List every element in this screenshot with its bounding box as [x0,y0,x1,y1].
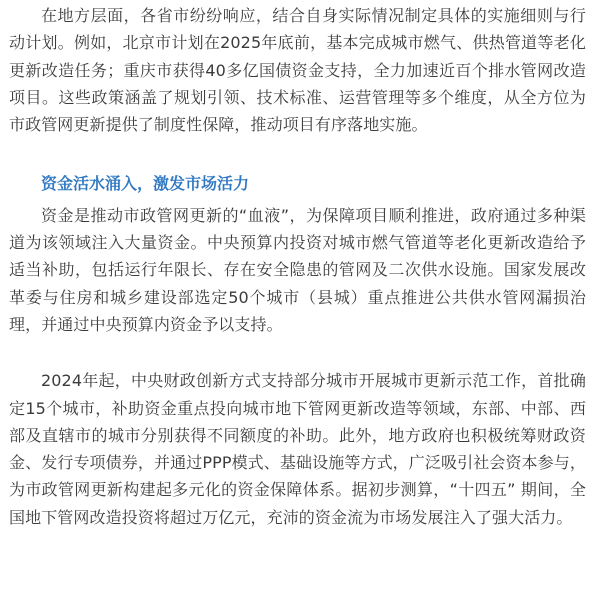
paragraph-funding: 资金是推动市政管网更新的“血液”，为保障项目顺利推进，政府通过多种渠道为该领域注入大量资金。中央预算内投资对城市燃气管道等老化更新改造给予适当补助，包括运行年限长、存在安全隐患的管网及二次供水设施。国家发展改革委与住房和城乡建设部选定50个城市（县城）重点推进公共供水管网漏损治理，并通过中央预算内资金予以支持。 [9,205,586,334]
section-heading: 资金活水涌入，激发市场活力 [41,174,250,194]
paragraph-local-policy: 在地方层面，各省市纷纷响应，结合自身实际情况制定具体的实施细则与行动计划。例如，北京市计划在2025年底前，基本完成城市燃气、供热管道等老化更新改造任务；重庆市获得40多亿国债资金支持，全力加速近百个排水管网改造项目。这些政策涵盖了规划引领、技术标准、运营管理等多个维度，从全方位为市政管网更新提供了制度性保障，推动项目有序落地实施。 [9,6,586,135]
paragraph-central-finance: 2024年起，中央财政创新方式支持部分城市开展城市更新示范工作，首批确定15个城市，补助资金重点投向城市地下管网更新改造等领域，东部、中部、西部及直辖市的城市分别获得不同额度的补助。此外，地方政府也积极统筹财政资金、发行专项债券，并通过PPP模式、基础设施等方式，广泛吸引社会资本参与，为市政管网更新构建起多元化的资金保障体系。据初步测算，“十四五” 期间，全国地下管网改造投资将超过万亿元，充沛的资金流为市场发展注入了强大活力。 [9,371,586,527]
article-body [9,0,586,531]
